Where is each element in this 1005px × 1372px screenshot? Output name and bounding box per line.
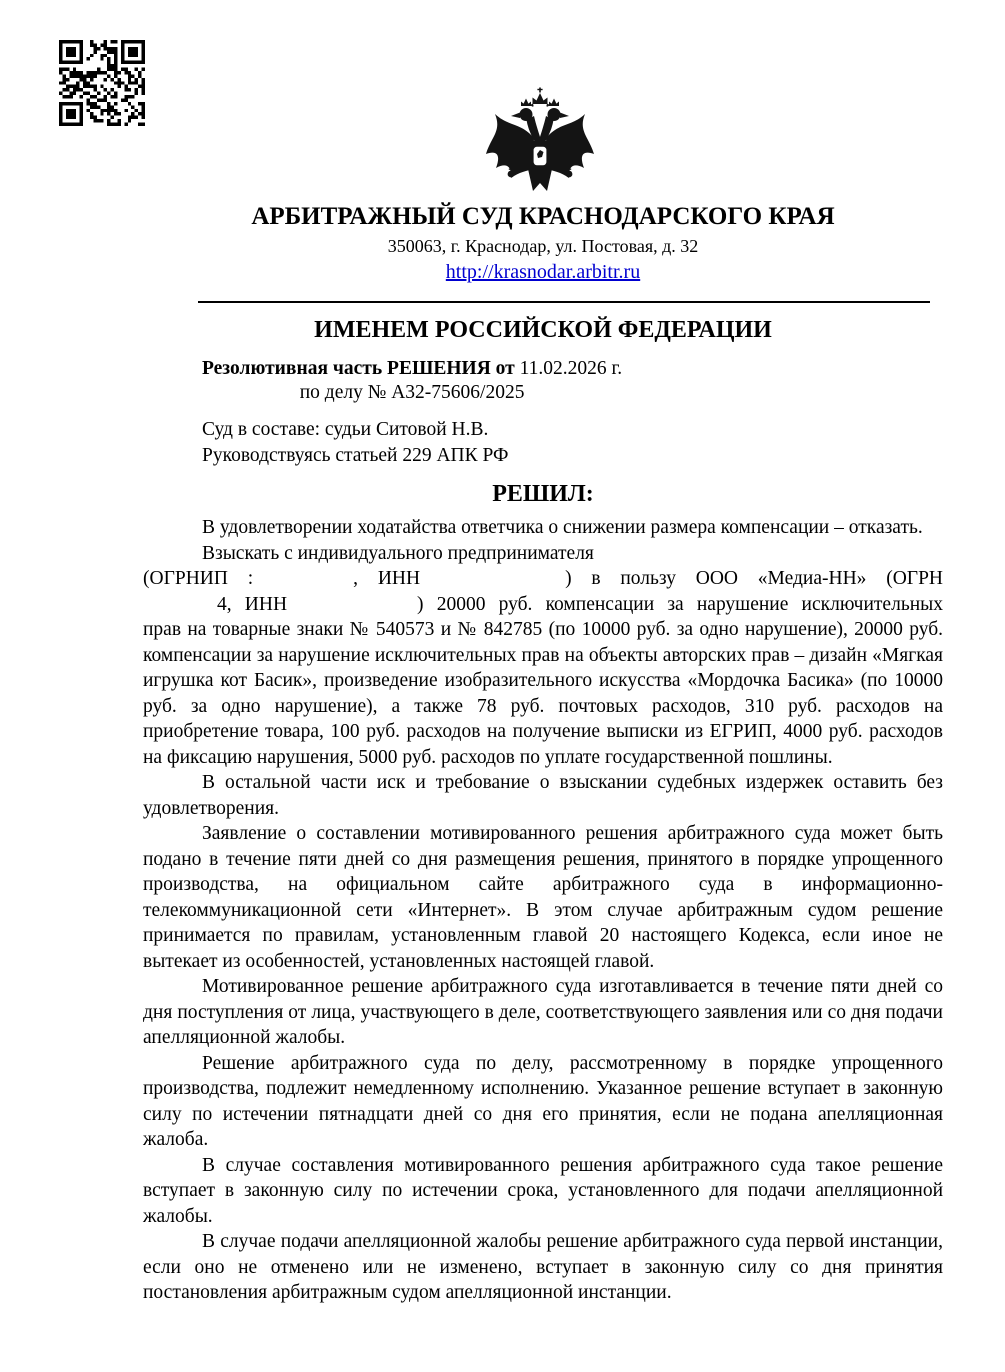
decision-text [143,515,943,1306]
decision-paragraph-3: В остальной части иск и требование о взыскании судебных издержек оставить без удовлетворения. [143,772,943,819]
heading-in-the-name: ИМЕНЕМ РОССИЙСКОЙ ФЕДЕРАЦИИ [314,317,772,343]
resolution-label: Резолютивная часть РЕШЕНИЯ от [202,358,515,379]
redaction-gap [143,609,217,610]
redaction-gap [420,583,565,584]
header-divider [198,301,930,303]
redaction-gap [253,583,353,584]
qr-code-image [58,40,146,126]
inn-label: , ИНН [353,568,421,589]
decision-paragraph-1: В удовлетворении ходатайства ответчика о снижении размера компенсации – отказать. [202,517,923,538]
decision-paragraph-7: В случае составления мотивированного решения арбитражного суда такое решение вступает в законную силу по истечении срока, установленного для подачи апелляционной жалобы. [143,1154,943,1227]
qr-code [58,40,146,126]
decision-paragraph-6: Решение арбитражного суда по делу, рассмотренному в порядке упрощенного производства, подлежит немедленному исполнению. Указанное решение вступает в законную силу по истечении пятнадцати дней со дня его принятия, если не подана апелляционная жалоба. [143,1052,943,1150]
decided-heading: РЕШИЛ: [492,481,594,507]
ogrnip-label: (ОГРНИП : [143,568,254,589]
court-address: 350063, г. Краснодар, ул. Постовая, д. 32 [387,236,699,256]
in-favor-of-text: ) в пользу ООО «Медиа-НН» (ОГРН [565,568,943,589]
double-headed-eagle-icon [480,86,600,202]
decision-paragraph-4: Заявление о составлении мотивированного решения арбитражного суда может быть подано в течение пяти дней со дня размещения решения, принятого в порядке упрощенного производства, на официальном сайте арбитражного суда в информационно-телекоммуникационной сети «Интернет». В этом случае арбитражным судом решение принимается по правилам, установленным главой 20 настоящего Кодекса, если иное не вытекает из особенностей, установленных настоящей главой. [143,823,943,972]
legal-basis: Руководствуясь статьей 229 АПК РФ [202,444,509,466]
ogrn-fragment: 4, ИНН [217,593,288,615]
resolution-heading-block [202,357,622,405]
court-website-link[interactable]: http://krasnodar.arbitr.ru [445,261,641,283]
court-name: АРБИТРАЖНЫЙ СУД КРАСНОДАРСКОГО КРАЯ [251,203,835,230]
redaction-gap [287,609,417,610]
coat-of-arms-icon [480,86,600,202]
paragraph-2-redacted-line-2 [143,592,943,618]
decision-paragraph-2 [143,541,943,771]
court-composition-block [202,417,943,468]
court-website [143,259,943,285]
resolution-date: 11.02.2026 г. [519,358,623,379]
decision-paragraph-5: Мотивированное решение арбитражного суда изготавливается в течение пяти дней со дня поступления от лица, участвующего в деле, соответствующего заявления или со дня подачи апелляционной жалобы. [143,976,943,1048]
court-composition: Суд в составе: судьи Ситовой Н.В. [202,419,489,440]
document-body [143,203,943,1306]
decision-paragraph-8: В случае подачи апелляционной жалобы решение арбитражного суда первой инстанции, если оно не отменено или не изменено, вступает в законную силу со дня принятия постановления арбитражным судом апелляционной инстанции. [143,1231,943,1303]
resolution-heading [202,357,622,381]
paragraph-2-continuation: прав на товарные знаки № 540573 и № 842785 (по 10000 руб. за одно нарушение), 20000 руб. компенсации за нарушение исключительных прав на объекты авторских прав – дизайн «Мягкая игрушка кот Басик», произведение изобразительного искусства «Мордочка Басика» (по 10000 руб. за одно нарушение), а также 78 руб. почтовых расходов, 310 руб. расходов на приобретение товара, 100 руб. расходов на получение выписки из ЕГРИП, 4000 руб. расходов на фиксацию нарушения, 5000 руб. расходов по уплате государственной пошлины. [143,619,943,768]
case-number: по делу № А32-75606/2025 [299,382,525,403]
paragraph-2-redacted-line-1 [143,566,943,592]
paragraph-2-intro: Взыскать с индивидуального предпринимателя [202,542,594,564]
compensation-text: ) 20000 руб. компенсации за нарушение исключительных [417,593,943,615]
